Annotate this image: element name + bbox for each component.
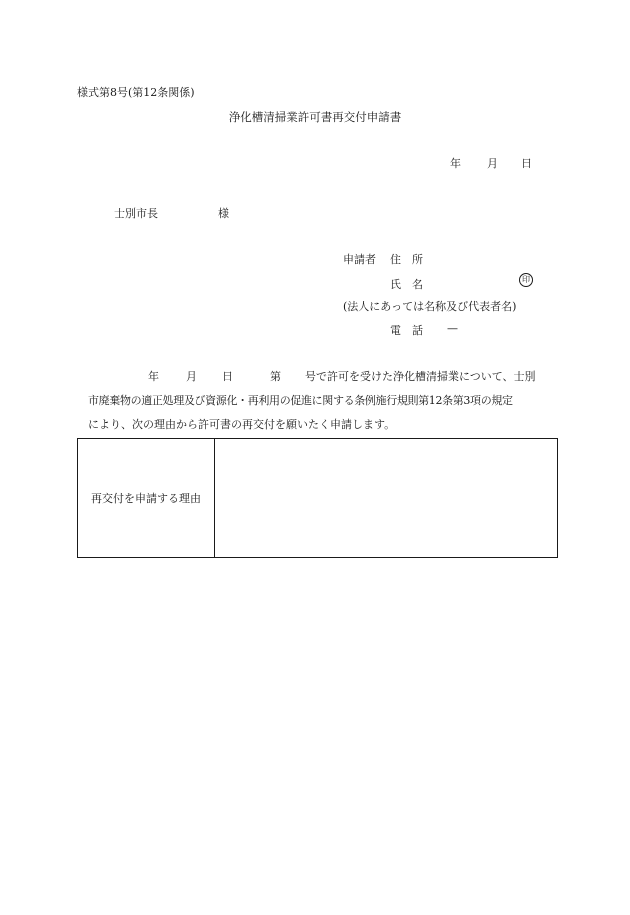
date-month: 月 xyxy=(487,157,498,170)
date-year: 年 xyxy=(450,157,461,170)
phone-dash: — xyxy=(447,322,458,335)
applicant-label: 申請者 xyxy=(343,253,376,266)
date-day: 日 xyxy=(521,157,532,170)
addressee-honorific: 様 xyxy=(218,207,229,220)
reason-field[interactable] xyxy=(215,439,558,558)
reason-table xyxy=(77,438,558,558)
phone-label: 電 話 xyxy=(390,324,423,337)
body-permit-no: 第 xyxy=(270,370,281,383)
address-label: 住 所 xyxy=(390,253,423,266)
addressee-name: 士別市長 xyxy=(114,207,158,220)
body-day: 日 xyxy=(222,370,233,383)
document-title: 浄化槽清掃業許可書再交付申請書 xyxy=(228,110,402,124)
name-label: 氏 名 xyxy=(390,278,423,291)
corporate-note: (法人にあっては名称及び代表者名) xyxy=(343,300,517,313)
reason-label: 再交付を申請する理由 xyxy=(78,439,215,558)
body-line1-rest: 号で許可を受けた浄化槽清掃業について、士別 xyxy=(305,370,536,383)
body-line3: により、次の理由から許可書の再交付を願いたく申請します。 xyxy=(88,418,396,431)
body-year: 年 xyxy=(148,370,159,383)
seal-mark: 印 xyxy=(519,273,533,287)
body-line2: 市廃棄物の適正処理及び資源化・再利用の促進に関する条例施行規則第12条第3項の規定 xyxy=(88,394,513,407)
body-month: 月 xyxy=(186,370,197,383)
form-number: 様式第8号(第12条関係) xyxy=(77,86,195,99)
